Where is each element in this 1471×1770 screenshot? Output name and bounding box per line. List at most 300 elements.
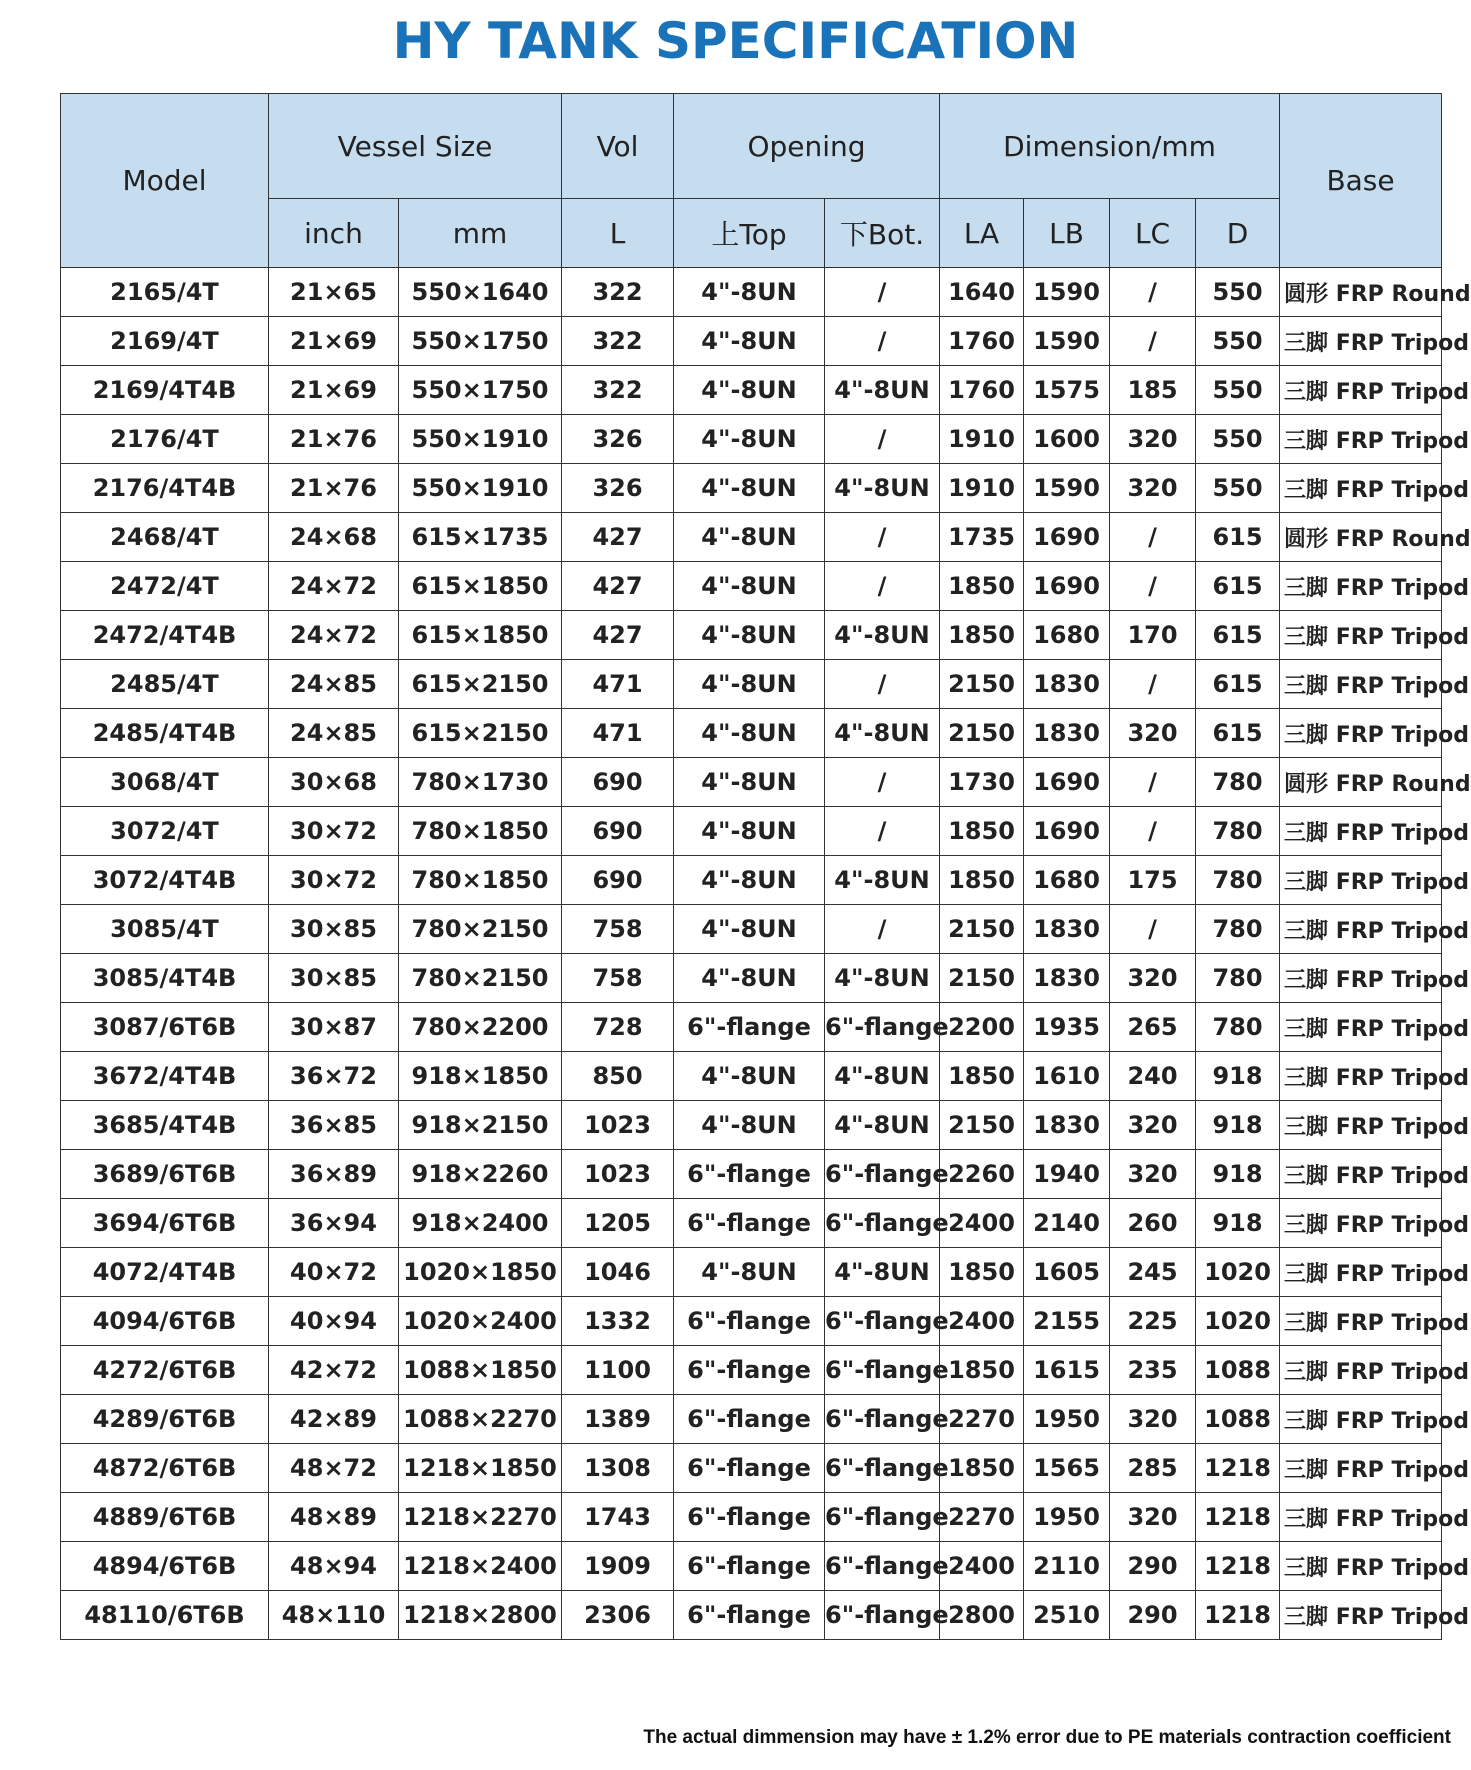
cell-base: 三脚 FRP Tripod xyxy=(1280,415,1442,464)
cell-mm: 780×2200 xyxy=(399,1003,562,1052)
cell-bot: / xyxy=(825,807,940,856)
cell-top: 6"-flange xyxy=(674,1395,825,1444)
cell-vol: 1909 xyxy=(562,1542,674,1591)
cell-inch: 40×94 xyxy=(269,1297,399,1346)
cell-base: 三脚 FRP Tripod xyxy=(1280,709,1442,758)
cell-mm: 780×1850 xyxy=(399,807,562,856)
cell-lc: 320 xyxy=(1110,415,1196,464)
cell-d: 550 xyxy=(1196,415,1280,464)
cell-la: 2400 xyxy=(940,1542,1024,1591)
cell-lb: 2140 xyxy=(1024,1199,1110,1248)
table-row xyxy=(61,807,1442,856)
cell-model: 2176/4T xyxy=(61,415,269,464)
cell-lb: 1690 xyxy=(1024,807,1110,856)
cell-base: 三脚 FRP Tripod xyxy=(1280,317,1442,366)
cell-top: 4"-8UN xyxy=(674,464,825,513)
cell-mm: 918×2260 xyxy=(399,1150,562,1199)
cell-lb: 1605 xyxy=(1024,1248,1110,1297)
cell-d: 780 xyxy=(1196,807,1280,856)
cell-bot: / xyxy=(825,317,940,366)
cell-lb: 1590 xyxy=(1024,464,1110,513)
cell-model: 3085/4T4B xyxy=(61,954,269,1003)
cell-mm: 780×2150 xyxy=(399,905,562,954)
col-header-vol: Vol xyxy=(562,94,674,199)
cell-base: 三脚 FRP Tripod xyxy=(1280,856,1442,905)
cell-d: 1218 xyxy=(1196,1591,1280,1640)
table-row xyxy=(61,1493,1442,1542)
cell-model: 2485/4T4B xyxy=(61,709,269,758)
cell-vol: 728 xyxy=(562,1003,674,1052)
cell-inch: 36×94 xyxy=(269,1199,399,1248)
cell-la: 1850 xyxy=(940,1346,1024,1395)
cell-mm: 615×2150 xyxy=(399,709,562,758)
cell-bot: 6"-flange xyxy=(825,1444,940,1493)
cell-lc: 285 xyxy=(1110,1444,1196,1493)
cell-bot: / xyxy=(825,562,940,611)
cell-lb: 1690 xyxy=(1024,758,1110,807)
cell-model: 4889/6T6B xyxy=(61,1493,269,1542)
cell-la: 1910 xyxy=(940,415,1024,464)
cell-la: 2400 xyxy=(940,1199,1024,1248)
table-row xyxy=(61,268,1442,317)
cell-lb: 2110 xyxy=(1024,1542,1110,1591)
table-row xyxy=(61,1101,1442,1150)
cell-lb: 1940 xyxy=(1024,1150,1110,1199)
cell-model: 2165/4T xyxy=(61,268,269,317)
cell-base: 三脚 FRP Tripod xyxy=(1280,1542,1442,1591)
cell-top: 4"-8UN xyxy=(674,1052,825,1101)
cell-model: 2472/4T xyxy=(61,562,269,611)
cell-bot: 4"-8UN xyxy=(825,954,940,1003)
cell-bot: / xyxy=(825,758,940,807)
table-row xyxy=(61,562,1442,611)
cell-base: 三脚 FRP Tripod xyxy=(1280,1248,1442,1297)
cell-lb: 1590 xyxy=(1024,268,1110,317)
col-header-lc: LC xyxy=(1110,199,1196,268)
cell-lb: 2155 xyxy=(1024,1297,1110,1346)
table-row xyxy=(61,366,1442,415)
col-header-lb: LB xyxy=(1024,199,1110,268)
cell-bot: 4"-8UN xyxy=(825,1101,940,1150)
col-header-top: 上Top xyxy=(674,199,825,268)
cell-vol: 427 xyxy=(562,513,674,562)
cell-lc: 320 xyxy=(1110,1150,1196,1199)
cell-bot: 4"-8UN xyxy=(825,709,940,758)
cell-bot: 6"-flange xyxy=(825,1297,940,1346)
cell-mm: 1088×1850 xyxy=(399,1346,562,1395)
cell-d: 615 xyxy=(1196,611,1280,660)
cell-bot: 6"-flange xyxy=(825,1493,940,1542)
cell-lb: 1600 xyxy=(1024,415,1110,464)
table-row xyxy=(61,513,1442,562)
cell-la: 2400 xyxy=(940,1297,1024,1346)
cell-vol: 1332 xyxy=(562,1297,674,1346)
cell-base: 三脚 FRP Tripod xyxy=(1280,1199,1442,1248)
table-row xyxy=(61,1346,1442,1395)
cell-lb: 1615 xyxy=(1024,1346,1110,1395)
table-row xyxy=(61,317,1442,366)
cell-base: 三脚 FRP Tripod xyxy=(1280,1395,1442,1444)
cell-base: 圆形 FRP Round xyxy=(1280,268,1442,317)
cell-la: 2270 xyxy=(940,1493,1024,1542)
cell-base: 三脚 FRP Tripod xyxy=(1280,1150,1442,1199)
cell-inch: 24×85 xyxy=(269,709,399,758)
cell-bot: 6"-flange xyxy=(825,1199,940,1248)
cell-lb: 1575 xyxy=(1024,366,1110,415)
col-header-model: Model xyxy=(61,94,269,268)
cell-inch: 36×89 xyxy=(269,1150,399,1199)
cell-model: 2472/4T4B xyxy=(61,611,269,660)
table-header xyxy=(61,94,1442,268)
cell-lc: 235 xyxy=(1110,1346,1196,1395)
cell-la: 1850 xyxy=(940,807,1024,856)
cell-inch: 24×72 xyxy=(269,562,399,611)
col-header-l: L xyxy=(562,199,674,268)
cell-vol: 322 xyxy=(562,366,674,415)
cell-top: 6"-flange xyxy=(674,1591,825,1640)
cell-lc: / xyxy=(1110,905,1196,954)
cell-base: 三脚 FRP Tripod xyxy=(1280,1591,1442,1640)
cell-d: 615 xyxy=(1196,513,1280,562)
cell-vol: 427 xyxy=(562,562,674,611)
cell-vol: 758 xyxy=(562,905,674,954)
cell-base: 三脚 FRP Tripod xyxy=(1280,954,1442,1003)
cell-la: 2270 xyxy=(940,1395,1024,1444)
cell-d: 1020 xyxy=(1196,1297,1280,1346)
table-row xyxy=(61,1248,1442,1297)
cell-vol: 1023 xyxy=(562,1101,674,1150)
col-header-bot: 下Bot. xyxy=(825,199,940,268)
cell-lc: 320 xyxy=(1110,954,1196,1003)
cell-lc: 185 xyxy=(1110,366,1196,415)
cell-lb: 1690 xyxy=(1024,513,1110,562)
cell-d: 1088 xyxy=(1196,1346,1280,1395)
table-row xyxy=(61,415,1442,464)
cell-d: 550 xyxy=(1196,317,1280,366)
cell-bot: 6"-flange xyxy=(825,1150,940,1199)
cell-inch: 30×68 xyxy=(269,758,399,807)
cell-la: 1850 xyxy=(940,1052,1024,1101)
cell-top: 6"-flange xyxy=(674,1150,825,1199)
cell-lc: / xyxy=(1110,562,1196,611)
cell-top: 6"-flange xyxy=(674,1297,825,1346)
cell-bot: 4"-8UN xyxy=(825,1052,940,1101)
cell-la: 2150 xyxy=(940,709,1024,758)
cell-lc: / xyxy=(1110,268,1196,317)
cell-vol: 322 xyxy=(562,317,674,366)
cell-mm: 1218×2400 xyxy=(399,1542,562,1591)
cell-base: 三脚 FRP Tripod xyxy=(1280,905,1442,954)
cell-mm: 1088×2270 xyxy=(399,1395,562,1444)
cell-inch: 36×72 xyxy=(269,1052,399,1101)
cell-base: 圆形 FRP Round xyxy=(1280,513,1442,562)
cell-lb: 1590 xyxy=(1024,317,1110,366)
cell-base: 三脚 FRP Tripod xyxy=(1280,611,1442,660)
cell-top: 4"-8UN xyxy=(674,513,825,562)
cell-vol: 326 xyxy=(562,415,674,464)
table-body xyxy=(61,268,1471,1640)
cell-top: 4"-8UN xyxy=(674,1248,825,1297)
cell-mm: 1218×2270 xyxy=(399,1493,562,1542)
cell-mm: 918×1850 xyxy=(399,1052,562,1101)
cell-lc: / xyxy=(1110,317,1196,366)
cell-top: 4"-8UN xyxy=(674,954,825,1003)
cell-base: 三脚 FRP Tripod xyxy=(1280,1003,1442,1052)
cell-bot: 4"-8UN xyxy=(825,856,940,905)
col-header-base: Base xyxy=(1280,94,1442,268)
table-row xyxy=(61,954,1442,1003)
cell-la: 1850 xyxy=(940,1444,1024,1493)
cell-base: 三脚 FRP Tripod xyxy=(1280,1297,1442,1346)
cell-vol: 690 xyxy=(562,758,674,807)
cell-d: 550 xyxy=(1196,268,1280,317)
cell-mm: 918×2150 xyxy=(399,1101,562,1150)
cell-lc: 290 xyxy=(1110,1542,1196,1591)
cell-bot: 6"-flange xyxy=(825,1003,940,1052)
cell-lb: 1950 xyxy=(1024,1493,1110,1542)
cell-lb: 1950 xyxy=(1024,1395,1110,1444)
cell-lb: 1565 xyxy=(1024,1444,1110,1493)
cell-top: 4"-8UN xyxy=(674,709,825,758)
cell-bot: / xyxy=(825,905,940,954)
cell-vol: 1023 xyxy=(562,1150,674,1199)
cell-lc: 170 xyxy=(1110,611,1196,660)
cell-model: 4289/6T6B xyxy=(61,1395,269,1444)
cell-top: 4"-8UN xyxy=(674,415,825,464)
cell-lb: 1830 xyxy=(1024,954,1110,1003)
cell-lb: 1680 xyxy=(1024,611,1110,660)
cell-base: 三脚 FRP Tripod xyxy=(1280,660,1442,709)
col-header-vessel-size: Vessel Size xyxy=(269,94,562,199)
cell-lb: 1830 xyxy=(1024,905,1110,954)
cell-d: 918 xyxy=(1196,1052,1280,1101)
cell-d: 780 xyxy=(1196,1003,1280,1052)
cell-top: 6"-flange xyxy=(674,1003,825,1052)
cell-mm: 1020×2400 xyxy=(399,1297,562,1346)
cell-model: 3072/4T4B xyxy=(61,856,269,905)
cell-bot: 6"-flange xyxy=(825,1542,940,1591)
cell-vol: 850 xyxy=(562,1052,674,1101)
cell-d: 918 xyxy=(1196,1150,1280,1199)
cell-vol: 1389 xyxy=(562,1395,674,1444)
cell-lc: 290 xyxy=(1110,1591,1196,1640)
cell-model: 3087/6T6B xyxy=(61,1003,269,1052)
cell-d: 1020 xyxy=(1196,1248,1280,1297)
cell-base: 三脚 FRP Tripod xyxy=(1280,1101,1442,1150)
cell-inch: 36×85 xyxy=(269,1101,399,1150)
cell-la: 2800 xyxy=(940,1591,1024,1640)
cell-top: 4"-8UN xyxy=(674,1101,825,1150)
cell-inch: 48×72 xyxy=(269,1444,399,1493)
cell-top: 4"-8UN xyxy=(674,660,825,709)
cell-mm: 780×1730 xyxy=(399,758,562,807)
cell-lc: 175 xyxy=(1110,856,1196,905)
cell-top: 6"-flange xyxy=(674,1542,825,1591)
cell-la: 2150 xyxy=(940,905,1024,954)
cell-vol: 326 xyxy=(562,464,674,513)
cell-base: 三脚 FRP Tripod xyxy=(1280,562,1442,611)
cell-lc: 265 xyxy=(1110,1003,1196,1052)
cell-d: 1088 xyxy=(1196,1395,1280,1444)
cell-d: 615 xyxy=(1196,562,1280,611)
cell-lb: 2510 xyxy=(1024,1591,1110,1640)
cell-d: 918 xyxy=(1196,1101,1280,1150)
col-header-opening: Opening xyxy=(674,94,940,199)
cell-inch: 30×85 xyxy=(269,954,399,1003)
cell-mm: 550×1750 xyxy=(399,366,562,415)
cell-base: 三脚 FRP Tripod xyxy=(1280,1444,1442,1493)
cell-vol: 322 xyxy=(562,268,674,317)
cell-model: 3672/4T4B xyxy=(61,1052,269,1101)
cell-model: 3085/4T xyxy=(61,905,269,954)
cell-model: 3685/4T4B xyxy=(61,1101,269,1150)
cell-inch: 24×68 xyxy=(269,513,399,562)
cell-la: 1760 xyxy=(940,366,1024,415)
cell-bot: / xyxy=(825,660,940,709)
cell-inch: 21×65 xyxy=(269,268,399,317)
cell-top: 4"-8UN xyxy=(674,317,825,366)
cell-lb: 1935 xyxy=(1024,1003,1110,1052)
cell-lc: / xyxy=(1110,660,1196,709)
cell-la: 2260 xyxy=(940,1150,1024,1199)
cell-inch: 30×85 xyxy=(269,905,399,954)
cell-mm: 550×1640 xyxy=(399,268,562,317)
cell-lb: 1830 xyxy=(1024,1101,1110,1150)
cell-inch: 21×69 xyxy=(269,317,399,366)
table-row xyxy=(61,905,1442,954)
cell-lc: 320 xyxy=(1110,1493,1196,1542)
cell-bot: 4"-8UN xyxy=(825,1248,940,1297)
cell-top: 4"-8UN xyxy=(674,807,825,856)
cell-mm: 550×1910 xyxy=(399,464,562,513)
cell-la: 2150 xyxy=(940,1101,1024,1150)
cell-top: 4"-8UN xyxy=(674,905,825,954)
cell-la: 1850 xyxy=(940,856,1024,905)
cell-lb: 1690 xyxy=(1024,562,1110,611)
cell-la: 1850 xyxy=(940,611,1024,660)
cell-top: 6"-flange xyxy=(674,1493,825,1542)
cell-la: 1640 xyxy=(940,268,1024,317)
table-row xyxy=(61,1199,1442,1248)
cell-la: 1760 xyxy=(940,317,1024,366)
cell-inch: 21×76 xyxy=(269,415,399,464)
cell-base: 三脚 FRP Tripod xyxy=(1280,807,1442,856)
cell-lc: 320 xyxy=(1110,1395,1196,1444)
cell-base: 三脚 FRP Tripod xyxy=(1280,464,1442,513)
cell-vol: 1100 xyxy=(562,1346,674,1395)
cell-top: 6"-flange xyxy=(674,1346,825,1395)
cell-lc: 240 xyxy=(1110,1052,1196,1101)
cell-lc: 320 xyxy=(1110,464,1196,513)
table-row xyxy=(61,1591,1442,1640)
cell-top: 4"-8UN xyxy=(674,366,825,415)
cell-lb: 1830 xyxy=(1024,709,1110,758)
cell-inch: 42×89 xyxy=(269,1395,399,1444)
spec-table xyxy=(60,93,1471,1640)
cell-top: 4"-8UN xyxy=(674,611,825,660)
cell-inch: 48×94 xyxy=(269,1542,399,1591)
table-row xyxy=(61,1003,1442,1052)
cell-vol: 471 xyxy=(562,709,674,758)
table-row xyxy=(61,1542,1442,1591)
cell-d: 780 xyxy=(1196,954,1280,1003)
cell-top: 4"-8UN xyxy=(674,268,825,317)
cell-model: 2169/4T4B xyxy=(61,366,269,415)
table-row xyxy=(61,1297,1442,1346)
cell-vol: 758 xyxy=(562,954,674,1003)
cell-la: 1735 xyxy=(940,513,1024,562)
cell-model: 4872/6T6B xyxy=(61,1444,269,1493)
cell-la: 1850 xyxy=(940,1248,1024,1297)
cell-lc: / xyxy=(1110,758,1196,807)
cell-mm: 550×1910 xyxy=(399,415,562,464)
cell-inch: 24×85 xyxy=(269,660,399,709)
table-row xyxy=(61,758,1442,807)
cell-top: 4"-8UN xyxy=(674,562,825,611)
cell-model: 4272/6T6B xyxy=(61,1346,269,1395)
cell-lc: 320 xyxy=(1110,1101,1196,1150)
table-row xyxy=(61,611,1442,660)
cell-vol: 1743 xyxy=(562,1493,674,1542)
cell-inch: 30×72 xyxy=(269,856,399,905)
col-header-mm: mm xyxy=(399,199,562,268)
cell-lb: 1830 xyxy=(1024,660,1110,709)
cell-lc: 225 xyxy=(1110,1297,1196,1346)
cell-d: 780 xyxy=(1196,856,1280,905)
cell-vol: 2306 xyxy=(562,1591,674,1640)
cell-vol: 1205 xyxy=(562,1199,674,1248)
cell-vol: 690 xyxy=(562,807,674,856)
cell-la: 2150 xyxy=(940,660,1024,709)
table-row xyxy=(61,1395,1442,1444)
page-title: HY TANK SPECIFICATION xyxy=(392,12,1079,70)
cell-bot: / xyxy=(825,513,940,562)
col-header-d: D xyxy=(1196,199,1280,268)
cell-la: 1910 xyxy=(940,464,1024,513)
cell-la: 1730 xyxy=(940,758,1024,807)
cell-d: 615 xyxy=(1196,709,1280,758)
cell-bot: / xyxy=(825,268,940,317)
cell-model: 4072/4T4B xyxy=(61,1248,269,1297)
cell-inch: 30×72 xyxy=(269,807,399,856)
cell-inch: 21×76 xyxy=(269,464,399,513)
col-header-dimension: Dimension/mm xyxy=(940,94,1280,199)
cell-lc: 245 xyxy=(1110,1248,1196,1297)
cell-mm: 615×1850 xyxy=(399,562,562,611)
col-header-inch: inch xyxy=(269,199,399,268)
cell-inch: 42×72 xyxy=(269,1346,399,1395)
cell-top: 6"-flange xyxy=(674,1444,825,1493)
table-row xyxy=(61,1444,1442,1493)
cell-mm: 1218×1850 xyxy=(399,1444,562,1493)
cell-inch: 21×69 xyxy=(269,366,399,415)
cell-bot: 6"-flange xyxy=(825,1395,940,1444)
cell-base: 圆形 FRP Round xyxy=(1280,758,1442,807)
table-row xyxy=(61,1052,1442,1101)
cell-model: 4894/6T6B xyxy=(61,1542,269,1591)
cell-top: 4"-8UN xyxy=(674,856,825,905)
table-row xyxy=(61,660,1442,709)
cell-mm: 615×2150 xyxy=(399,660,562,709)
col-header-la: LA xyxy=(940,199,1024,268)
cell-d: 780 xyxy=(1196,758,1280,807)
cell-inch: 48×89 xyxy=(269,1493,399,1542)
cell-bot: 6"-flange xyxy=(825,1346,940,1395)
cell-bot: / xyxy=(825,415,940,464)
cell-d: 1218 xyxy=(1196,1493,1280,1542)
cell-mm: 615×1735 xyxy=(399,513,562,562)
cell-lb: 1610 xyxy=(1024,1052,1110,1101)
